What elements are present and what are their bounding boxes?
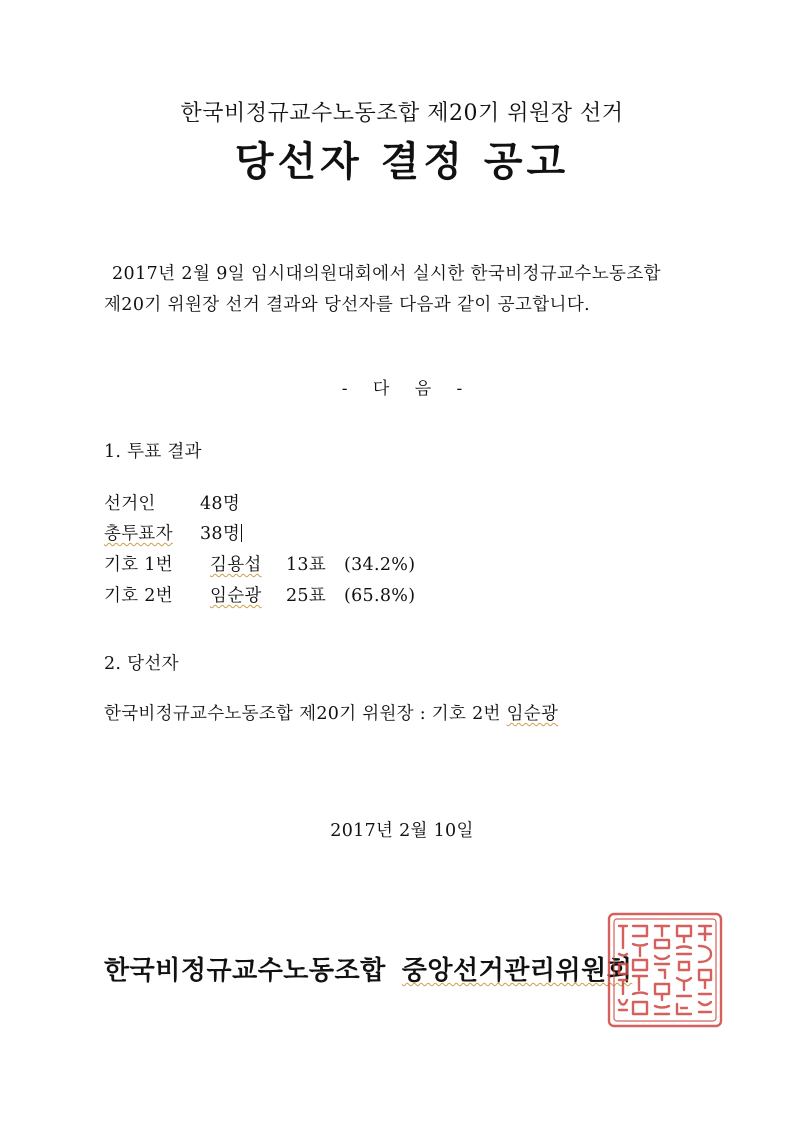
electorate-label: 선거인	[104, 494, 156, 514]
section-2-heading: 2. 당선자	[104, 654, 179, 674]
section-1-heading: 1. 투표 결과	[104, 442, 202, 462]
candidate-name: 김용섭	[210, 555, 262, 575]
notice-date: 2017년 2월 10일	[330, 821, 474, 841]
union-name: 한국비정규교수노동조합	[104, 956, 386, 986]
official-seal-stamp	[603, 908, 727, 1032]
turnout-row	[104, 520, 242, 545]
candidate-votes: 13표	[286, 555, 327, 575]
committee-name: 중앙선거관리위원회	[401, 956, 633, 986]
text-cursor	[241, 524, 242, 542]
electorate-row	[104, 490, 240, 515]
winner-prefix: 한국비정규교수노동조합 제20기 위원장 : 기호 2번	[104, 704, 507, 724]
candidate-row	[104, 551, 415, 576]
electorate-value: 48명	[200, 494, 241, 514]
intro-line-1: 2017년 2월 9일 임시대의원대회에서 실시한 한국비정규교수노동조합	[112, 264, 661, 284]
winner-line	[104, 700, 558, 725]
notice-title: 당선자 결정 공고	[234, 139, 570, 185]
turnout-label: 총투표자	[104, 524, 173, 544]
candidate-name: 임순광	[210, 586, 262, 606]
candidate-number: 기호 2번	[104, 586, 173, 606]
winner-name: 임순광	[506, 704, 559, 724]
da-eum-divider: - 다 음 -	[341, 379, 463, 399]
intro-line-2: 제20기 위원장 선거 결과와 당선자를 다음과 같이 공고합니다.	[104, 295, 591, 315]
candidate-percent: (65.8%)	[344, 586, 416, 606]
notice-subtitle: 한국비정규교수노동조합 제20기 위원장 선거	[180, 101, 624, 126]
signature-line	[104, 950, 632, 987]
candidate-number: 기호 1번	[104, 555, 173, 575]
candidate-percent: (34.2%)	[344, 555, 416, 575]
turnout-value: 38명	[200, 524, 241, 544]
candidate-row	[104, 582, 415, 607]
candidate-votes: 25표	[286, 586, 327, 606]
